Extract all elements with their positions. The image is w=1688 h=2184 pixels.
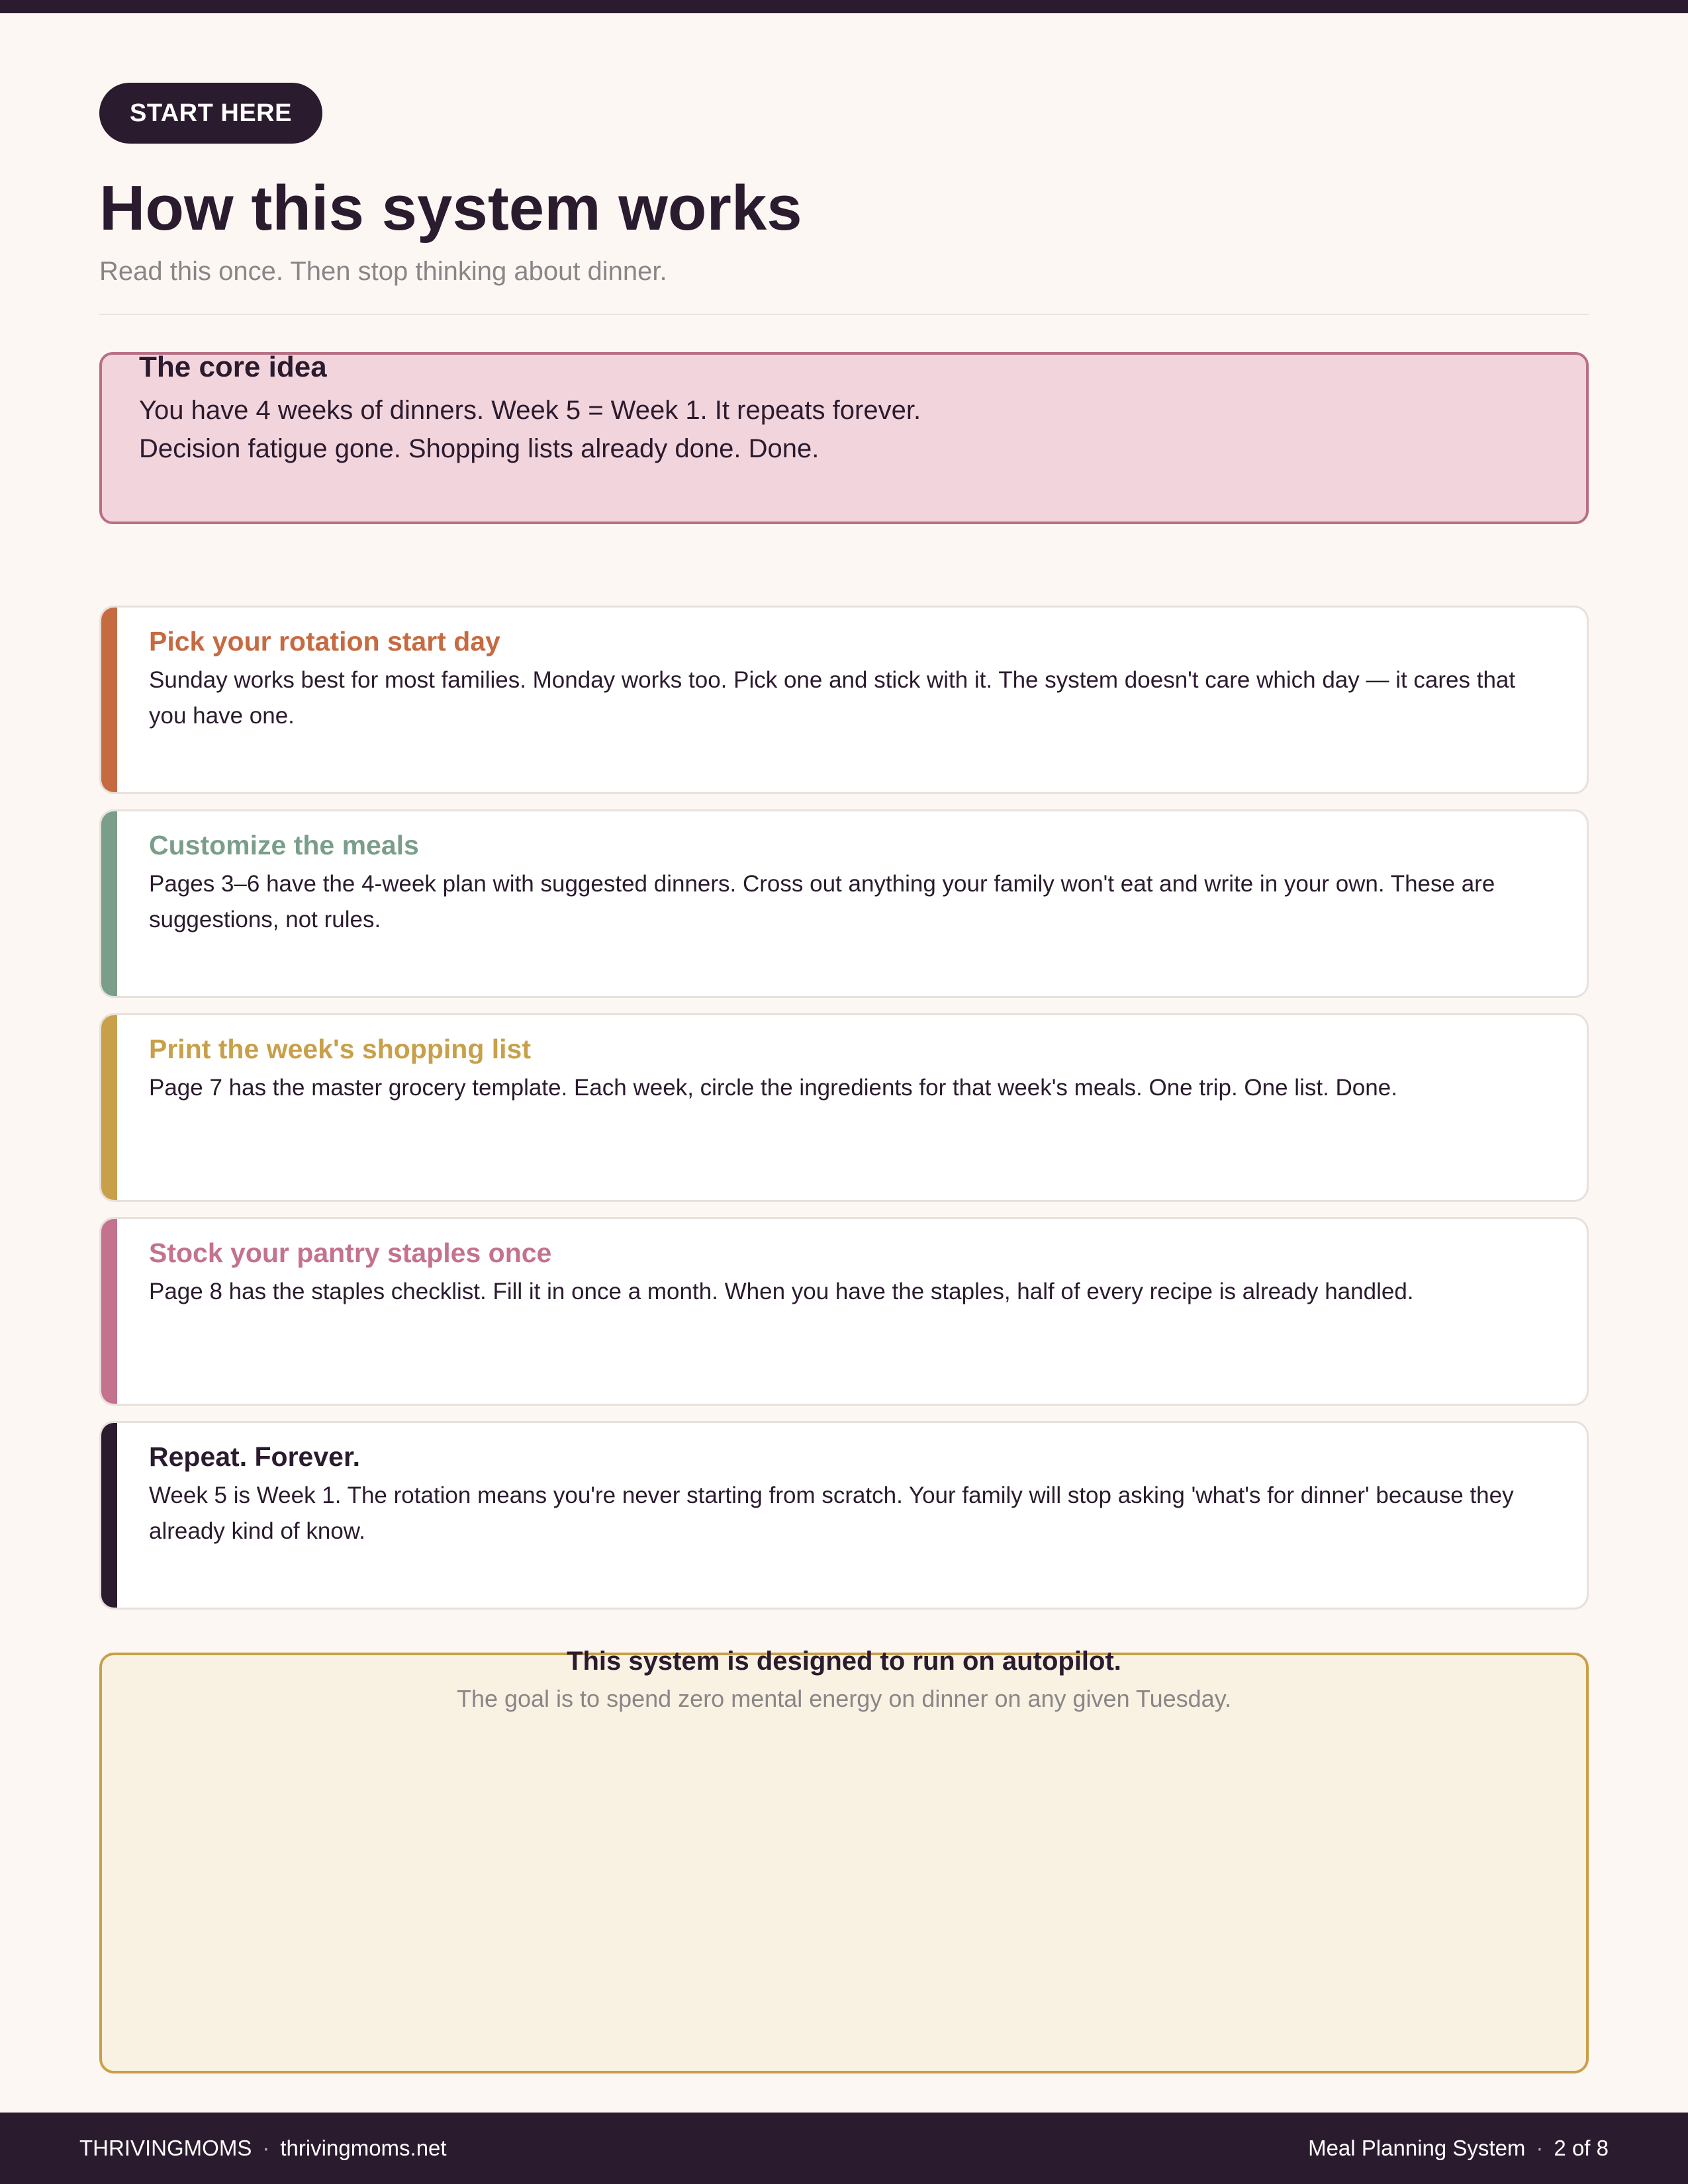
step-card: [99, 1217, 1589, 1406]
step-accent-bar: [101, 1423, 117, 1608]
step-card: [99, 1013, 1589, 1202]
step-title: Customize the meals: [149, 830, 419, 860]
footer-separator: ·: [262, 2136, 270, 2160]
autopilot-box: [99, 1647, 1589, 2073]
page-title: How this system works: [99, 173, 802, 244]
step-title: Stock your pantry staples once: [149, 1238, 552, 1268]
footer-brand: THRIVINGMOMS: [79, 2136, 252, 2160]
footer-separator: ·: [1536, 2136, 1544, 2160]
autopilot-subtext: The goal is to spend zero mental energy on dinner on any given Tuesday.: [456, 1685, 1232, 1712]
step-title: Print the week's shopping list: [149, 1034, 532, 1064]
step-title: Pick your rotation start day: [149, 626, 500, 657]
footer-doc-title: Meal Planning System: [1308, 2136, 1526, 2160]
step-description: Sunday works best for most families. Monday works too. Pick one and stick with it. The system doesn't care which day — it cares that you have one.: [149, 667, 1516, 729]
step-accent-bar: [101, 1015, 117, 1200]
footer-left: [79, 2113, 447, 2184]
step-title: Repeat. Forever.: [149, 1441, 361, 1472]
footer-site-link[interactable]: thrivingmoms.net: [280, 2136, 447, 2160]
step-accent-bar: [101, 811, 117, 996]
core-idea-heading: The core idea: [139, 351, 327, 383]
step-card: [99, 809, 1589, 998]
step-description: Pages 3–6 have the 4-week plan with suggested dinners. Cross out anything your family won't eat and write in your own. These are suggestions, not rules.: [149, 871, 1495, 933]
step-card: [99, 606, 1589, 794]
autopilot-heading: This system is designed to run on autopilot.: [567, 1647, 1121, 1676]
footer: [0, 2113, 1688, 2184]
step-description: Page 7 has the master grocery template. Each week, circle the ingredients for that week's meals. One trip. One list. Done.: [149, 1075, 1397, 1101]
step-card: [99, 1421, 1589, 1610]
step-accent-bar: [101, 1219, 117, 1404]
footer-right: [1308, 2113, 1609, 2184]
top-bar: [0, 0, 1688, 13]
core-idea-line-1: You have 4 weeks of dinners. Week 5 = Week 1. It repeats forever.: [139, 396, 921, 425]
step-description: Page 8 has the staples checklist. Fill it in once a month. When you have the staples, half of every recipe is already handled.: [149, 1279, 1414, 1304]
core-idea-line-2: Decision fatigue gone. Shopping lists already done. Done.: [139, 434, 820, 463]
core-idea-box: [99, 352, 1589, 524]
page-subtitle: Read this once. Then stop thinking about dinner.: [99, 257, 667, 286]
footer-page-number: 2 of 8: [1554, 2136, 1609, 2160]
divider: [99, 314, 1589, 315]
step-accent-bar: [101, 608, 117, 792]
step-description: Week 5 is Week 1. The rotation means you're never starting from scratch. Your family will stop asking 'what's for dinner' because they already kind of know.: [149, 1482, 1514, 1544]
start-here-badge: START HERE: [99, 83, 322, 144]
